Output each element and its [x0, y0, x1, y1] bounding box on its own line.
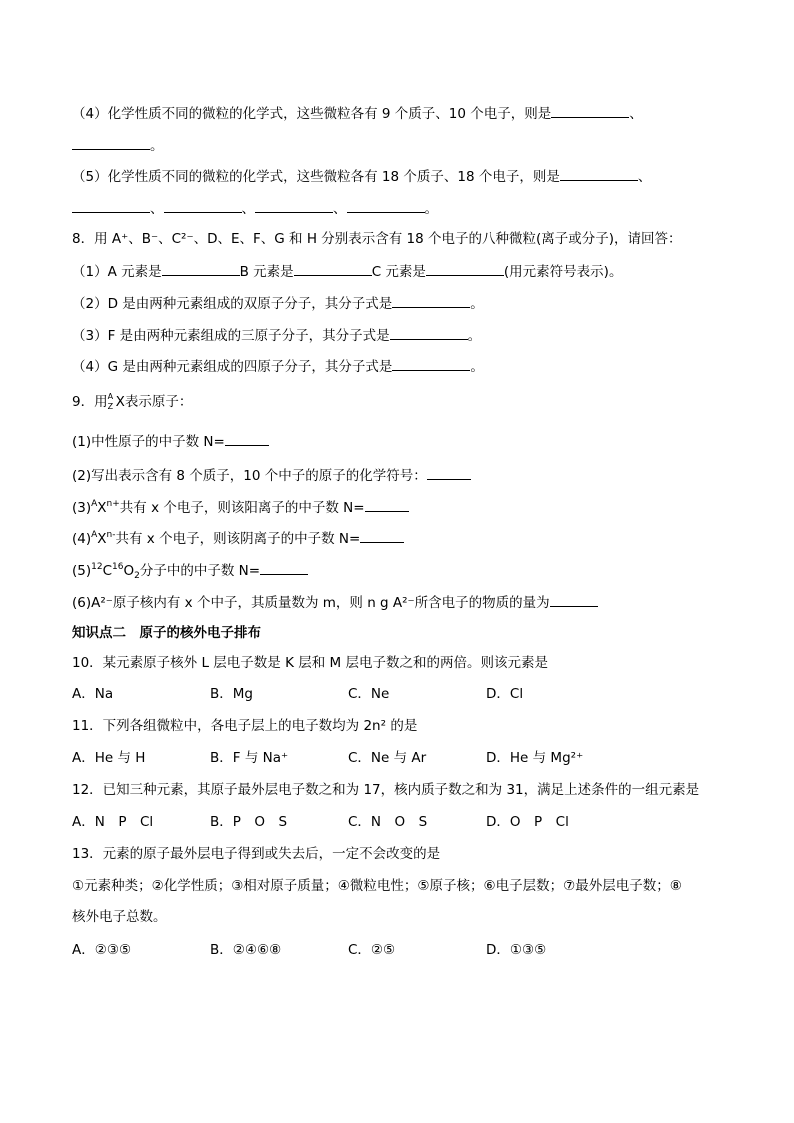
q12-stem: 12．已知三种元素，其原子最外层电子数之和为 17，核内质子数之和为 31，满足上述条件的一组元素是	[72, 782, 700, 798]
q10-option-d[interactable]: D．Cl	[486, 686, 524, 702]
q7-part4: （4）化学性质不同的微粒的化学式，这些微粒各有 9 个质子、10 个电子，则是 、	[72, 103, 643, 123]
q12-option-a[interactable]: A．N P Cl	[72, 814, 154, 830]
q13-stem: 13．元素的原子最外层电子得到或失去后，一定不会改变的是	[72, 846, 441, 862]
answer-blank[interactable]	[550, 592, 598, 607]
q9-part2: (2)写出表示含有 8 个质子，10 个中子的原子的化学符号：	[72, 465, 471, 485]
q9-part4: $(4)^AX^{n-}$共有 x 个电子，则该阴离子的中子数 N=	[72, 528, 404, 548]
answer-blank[interactable]	[560, 166, 638, 181]
q13-option-d[interactable]: D．①③⑤	[486, 942, 547, 958]
q8-part4: （4）G 是由两种元素组成的四原子分子，其分子式是 。	[72, 356, 484, 376]
q10-stem: 10．某元素原子核外 L 层电子数是 K 层和 M 层电子数之和的两倍。则该元素是	[72, 655, 548, 671]
q9-part1: (1)中性原子的中子数 N=	[72, 431, 269, 451]
section-heading: 知识点二 原子的核外电子排布	[72, 625, 261, 641]
answer-blank[interactable]	[365, 497, 409, 512]
answer-blank[interactable]	[427, 465, 471, 480]
answer-blank[interactable]	[225, 431, 269, 446]
q13-option-b[interactable]: B．②④⑥⑧	[210, 942, 282, 958]
q9-part3: $(3)^AX^{n+}$共有 x 个电子，则该阳离子的中子数 N=	[72, 497, 409, 517]
q11-stem: 11．下列各组微粒中，各电子层上的电子数均为 2n² 的是	[72, 718, 418, 734]
answer-blank[interactable]	[72, 135, 150, 150]
answer-blank[interactable]	[392, 293, 470, 308]
q7-part5-cont: 、 、 、 。	[72, 198, 438, 218]
q7-part4-text: （4）化学性质不同的微粒的化学式，这些微粒各有 9 个质子、10 个电子，则是	[72, 106, 552, 122]
answer-blank[interactable]	[347, 198, 425, 213]
q13-list-line2: 核外电子总数。	[72, 909, 167, 925]
q9-part6: (6)A²⁻原子核内有 x 个中子，其质量数为 m，则 n g A²⁻所含电子的物质的量为	[72, 592, 598, 612]
q10-option-b[interactable]: B．Mg	[210, 686, 253, 702]
q9-stem: 9．用 A Z X表示原子：	[72, 392, 193, 411]
q8-stem: 8．用 A⁺、B⁻、C²⁻、D、E、F、G 和 H 分别表示含有 18 个电子的八种微粒(离子或分子)，请回答：	[72, 231, 682, 247]
q8-part2: （2）D 是由两种元素组成的双原子分子，其分子式是 。	[72, 293, 484, 313]
q8-part3: （3）F 是由两种元素组成的三原子分子，其分子式是 。	[72, 325, 481, 345]
q7-part5-text: （5）化学性质不同的微粒的化学式，这些微粒各有 18 个质子、18 个电子，则是	[72, 169, 560, 185]
q13-list-line1: ①元素种类；②化学性质；③相对原子质量；④微粒电性；⑤原子核；⑥电子层数；⑦最外层电子数；⑧	[72, 878, 682, 894]
answer-blank[interactable]	[72, 198, 150, 213]
co2-formula: $^{12}C^{16}O_2$	[91, 562, 140, 581]
q10-option-c[interactable]: C．Ne	[348, 686, 390, 702]
nuclide-notation: A Z	[107, 392, 114, 411]
answer-blank[interactable]	[162, 261, 240, 276]
q7-part5: （5）化学性质不同的微粒的化学式，这些微粒各有 18 个质子、18 个电子，则是 、	[72, 166, 651, 186]
q11-option-a[interactable]: A．He 与 H	[72, 750, 146, 766]
answer-blank[interactable]	[392, 356, 470, 371]
q12-option-c[interactable]: C．N O S	[348, 814, 428, 830]
answer-blank[interactable]	[294, 261, 372, 276]
anion-notation: $^AX^{n-}$	[91, 530, 116, 547]
q12-option-d[interactable]: D．O P Cl	[486, 814, 569, 830]
answer-blank[interactable]	[260, 560, 308, 575]
answer-blank[interactable]	[390, 325, 468, 340]
answer-blank[interactable]	[255, 198, 333, 213]
q13-option-a[interactable]: A．②③⑤	[72, 942, 132, 958]
q11-option-d[interactable]: D．He 与 Mg²⁺	[486, 750, 584, 766]
q8-part1: （1）A 元素是 B 元素是 C 元素是 (用元素符号表示)。	[72, 261, 622, 281]
answer-blank[interactable]	[164, 198, 242, 213]
q11-option-b[interactable]: B．F 与 Na⁺	[210, 750, 289, 766]
answer-blank[interactable]	[360, 528, 404, 543]
cation-notation: $^AX^{n+}$	[91, 499, 120, 516]
answer-blank[interactable]	[551, 103, 629, 118]
q10-option-a[interactable]: A．Na	[72, 686, 114, 702]
q9-part5: $(5)^{12}C^{16}O_2$分子中的中子数 N=	[72, 560, 308, 580]
answer-blank[interactable]	[426, 261, 504, 276]
q13-option-c[interactable]: C．②⑤	[348, 942, 396, 958]
q12-option-b[interactable]: B．P O S	[210, 814, 288, 830]
q7-part4-cont: 。	[72, 135, 164, 155]
q11-option-c[interactable]: C．Ne 与 Ar	[348, 750, 427, 766]
